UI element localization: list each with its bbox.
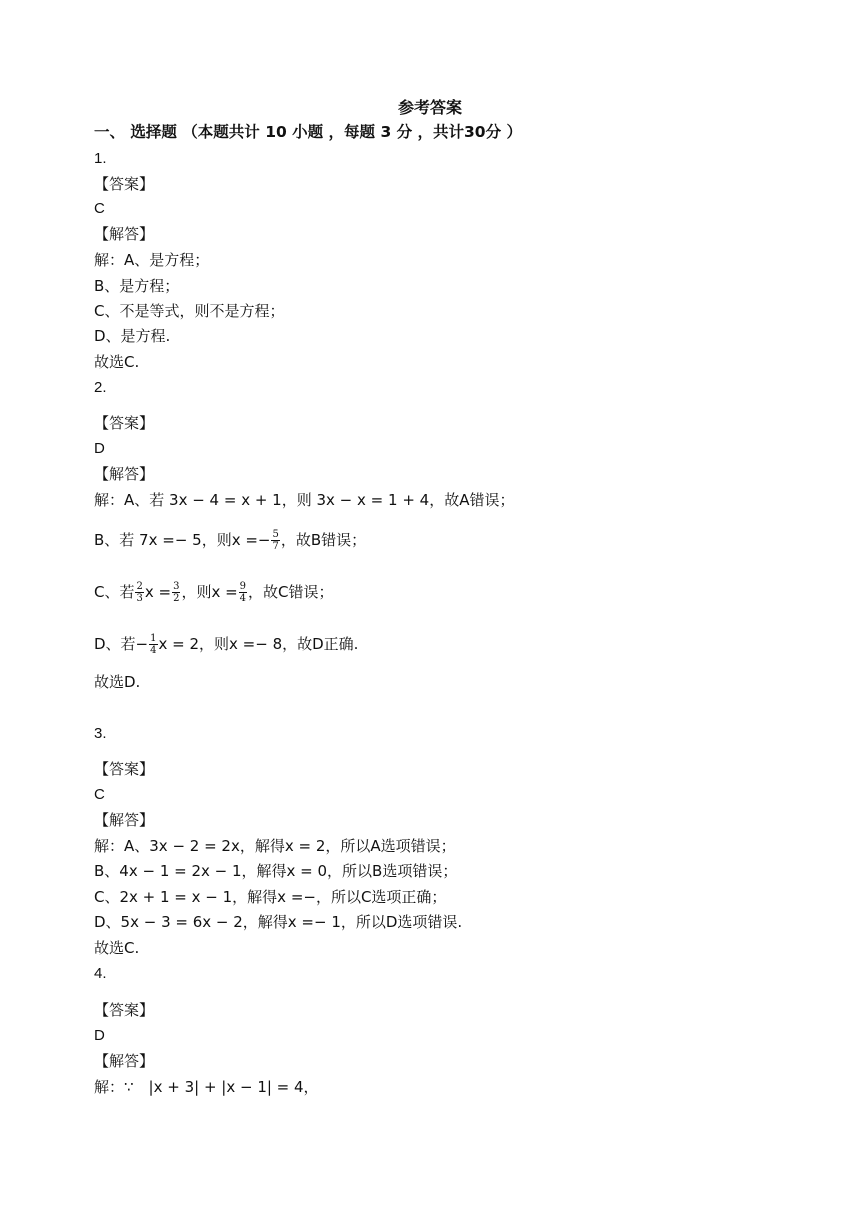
question-number: 2.	[94, 379, 107, 396]
fraction-numerator: 9	[239, 581, 247, 592]
fraction	[271, 529, 279, 552]
answer-label: 【答案】	[94, 760, 155, 778]
solution-line	[94, 529, 366, 552]
answer-value: C	[94, 786, 105, 803]
solution-line: 故选C.	[94, 353, 140, 371]
solution-text: ，故B错误；	[280, 531, 367, 549]
solution-line: 解：∵ |x + 3| + |x − 1| = 4，	[94, 1078, 319, 1096]
solution-line: 解：A、是方程；	[94, 251, 210, 269]
fraction-numerator: 3	[173, 581, 180, 592]
fraction	[172, 581, 180, 604]
question-number: 4.	[94, 965, 107, 982]
solution-label: 【解答】	[94, 1052, 155, 1070]
solution-text: ，则x =	[181, 583, 238, 601]
solution-line: D、是方程.	[94, 327, 171, 345]
fraction	[149, 633, 157, 656]
page-title: 参考答案	[397, 98, 462, 117]
solution-line	[94, 581, 334, 604]
solution-line: 解：A、3x − 2 = 2x，解得x = 2，所以A选项错误；	[94, 837, 456, 855]
solution-text: D、若−	[94, 635, 149, 653]
solution-line: 故选C.	[94, 939, 140, 957]
solution-line: 故选D.	[94, 673, 141, 691]
fraction-denominator: 3	[136, 593, 143, 604]
answer-value: C	[94, 200, 105, 217]
solution-label: 【解答】	[94, 811, 155, 829]
fraction-numerator: 2	[136, 581, 143, 592]
fraction	[239, 581, 247, 604]
answer-label: 【答案】	[94, 175, 155, 193]
answer-value: D	[94, 1027, 105, 1044]
solution-line: B、是方程；	[94, 277, 180, 295]
fraction-numerator: 1	[150, 633, 157, 644]
solution-line: 解：A、若 3x − 4 = x + 1，则 3x − x = 1 + 4，故A错误；	[94, 491, 515, 509]
solution-line: D、5x − 3 = 6x − 2，解得x =− 1，所以D选项错误.	[94, 913, 463, 931]
solution-text: C、若	[94, 583, 135, 601]
solution-line: C、不是等式，则不是方程；	[94, 302, 285, 320]
section-heading: 一、 选择题 （本题共计 10 小题 ，每题 3 分 ，共计30分 ）	[94, 123, 522, 141]
question-number: 1.	[94, 150, 107, 167]
fraction	[135, 581, 143, 604]
solution-label: 【解答】	[94, 225, 155, 243]
fraction-denominator: 4	[150, 645, 157, 656]
solution-text: x = 2，则x =− 8，故D正确.	[158, 635, 359, 653]
fraction-denominator: 2	[173, 593, 180, 604]
answer-label: 【答案】	[94, 1001, 155, 1019]
fraction-numerator: 5	[272, 529, 279, 540]
solution-text: B、若 7x =− 5，则x =−	[94, 531, 271, 549]
solution-line	[94, 633, 358, 656]
solution-text: ，故C错误；	[248, 583, 334, 601]
fraction-denominator: 7	[272, 541, 279, 552]
solution-label: 【解答】	[94, 465, 155, 483]
answer-value: D	[94, 440, 105, 457]
answer-label: 【答案】	[94, 414, 155, 432]
solution-line: C、2x + 1 = x − 1，解得x =−，所以C选项正确；	[94, 888, 447, 906]
question-number: 3.	[94, 725, 107, 742]
solution-line: B、4x − 1 = 2x − 1，解得x = 0，所以B选项错误；	[94, 862, 458, 880]
solution-text: x =	[144, 583, 172, 601]
fraction-denominator: 4	[239, 593, 247, 604]
